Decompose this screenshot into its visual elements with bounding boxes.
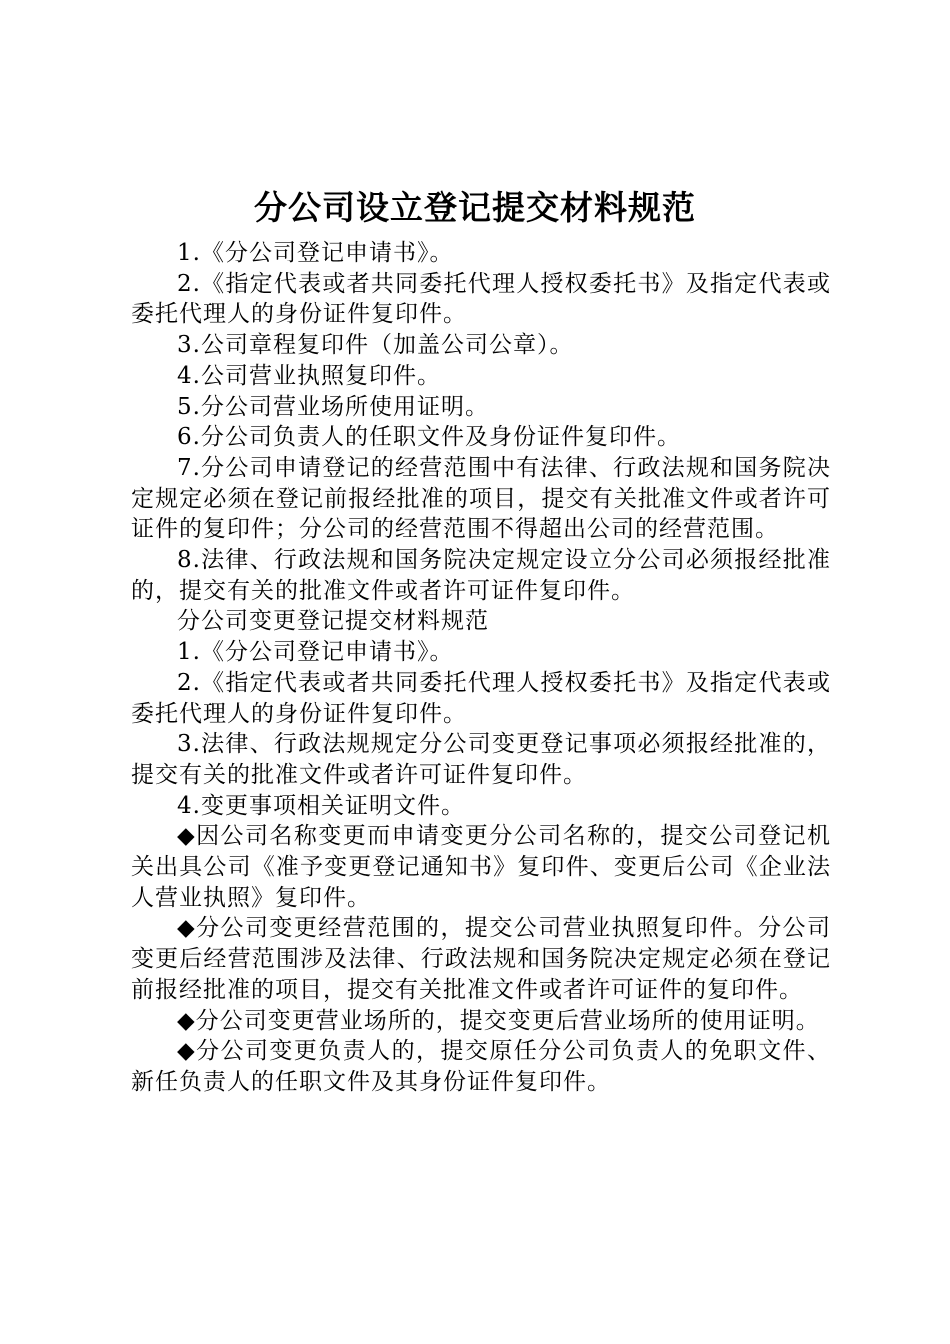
bullet-name-change: ◆因公司名称变更而申请变更分公司名称的，提交公司登记机关出具公司《准予变更登记通知书》复印件、变更后公司《企业法人营业执照》复印件。: [131, 823, 831, 911]
section-heading-change: 分公司变更登记提交材料规范: [177, 608, 489, 635]
paragraph-setup-item-6: 6.分公司负责人的任职文件及身份证件复印件。: [177, 424, 681, 451]
paragraph-setup-item-7: 7.分公司申请登记的经营范围中有法律、行政法规和国务院决定规定必须在登记前报经批准的项目，提交有关批准文件或者许可证件的复印件；分公司的经营范围不得超出公司的经营范围。: [131, 454, 831, 543]
paragraph-change-item-1: 1.《分公司登记申请书》。: [177, 639, 454, 666]
bullet-scope-change: ◆分公司变更经营范围的，提交公司营业执照复印件。分公司变更后经营范围涉及法律、行政法规和国务院决定规定必须在登记前报经批准的项目，提交有关批准文件或者许可证件的复印件。: [131, 915, 831, 1003]
paragraph-setup-item-8: 8.法律、行政法规和国务院决定规定设立分公司必须报经批准的，提交有关的批准文件或者许可证件复印件。: [131, 547, 831, 604]
document-title: 分公司设立登记提交材料规范: [254, 188, 696, 227]
bullet-premises-change: ◆分公司变更营业场所的，提交变更后营业场所的使用证明。: [177, 1007, 820, 1034]
paragraph-change-item-2: 2.《指定代表或者共同委托代理人授权委托书》及指定代表或委托代理人的身份证件复印件。: [131, 669, 831, 727]
paragraph-change-item-3: 3.法律、行政法规规定分公司变更登记事项必须报经批准的，提交有关的批准文件或者许可证件复印件。: [131, 731, 831, 788]
paragraph-change-item-4: 4.变更事项相关证明文件。: [177, 792, 465, 819]
paragraph-setup-item-3: 3.公司章程复印件（加盖公司公章）。: [177, 332, 574, 359]
bullet-manager-change: ◆分公司变更负责人的，提交原任分公司负责人的免职文件、新任负责人的任职文件及其身份证件复印件。: [131, 1038, 831, 1095]
paragraph-setup-item-2: 2.《指定代表或者共同委托代理人授权委托书》及指定代表或委托代理人的身份证件复印件。: [131, 270, 831, 328]
paragraph-setup-item-5: 5.分公司营业场所使用证明。: [177, 393, 489, 420]
paragraph-setup-item-1: 1.《分公司登记申请书》。: [177, 240, 454, 266]
paragraph-setup-item-4: 4.公司营业执照复印件。: [177, 362, 441, 389]
document-body: [131, 238, 831, 1098]
